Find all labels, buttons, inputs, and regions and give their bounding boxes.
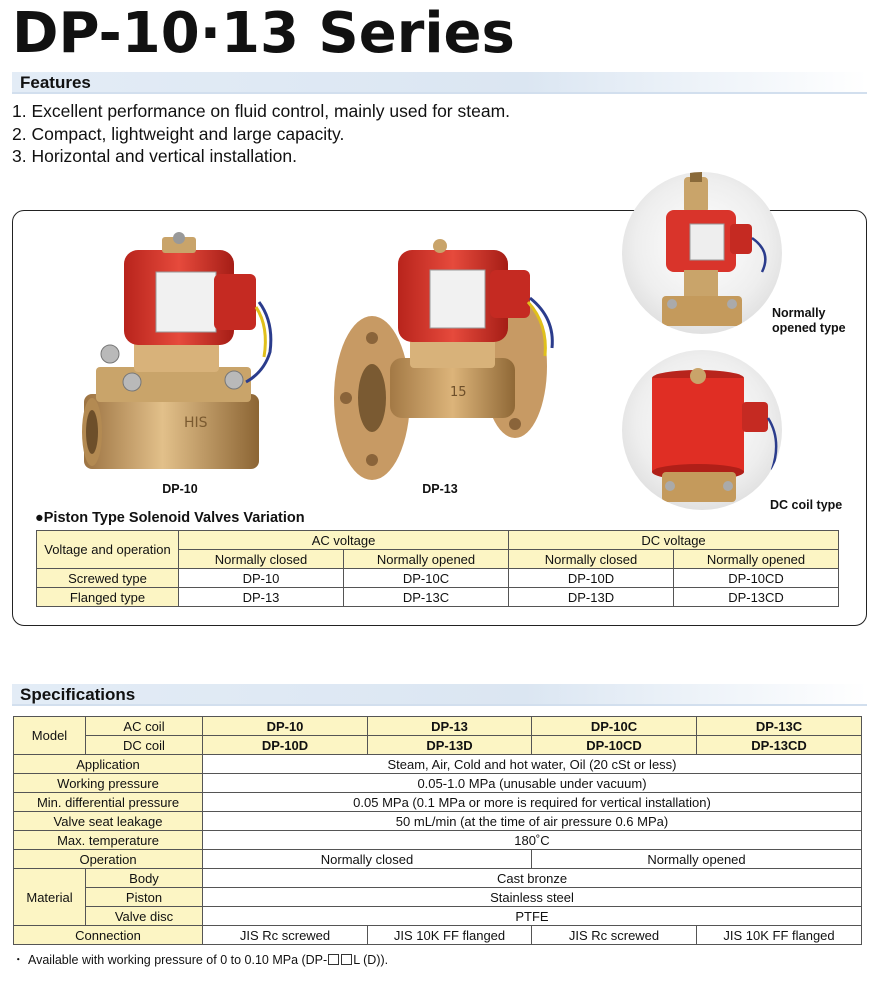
connection-label: Connection xyxy=(14,926,203,945)
operation-label: Operation xyxy=(14,850,203,869)
table-row xyxy=(14,831,862,850)
placeholder-box-icon xyxy=(341,954,352,965)
table-cell: DP-10D xyxy=(509,569,674,588)
dp10-caption: DP-10 xyxy=(162,482,198,496)
body-value: Cast bronze xyxy=(203,869,862,888)
row-label: Flanged type xyxy=(37,588,179,607)
table-row xyxy=(14,774,862,793)
table-cell: DP-10 xyxy=(179,569,344,588)
working-pressure-value: 0.05-1.0 MPa (unusable under vacuum) xyxy=(203,774,862,793)
normally-opened-caption xyxy=(772,306,862,336)
specifications-table xyxy=(13,716,862,945)
bullet-icon: ● xyxy=(35,510,44,526)
normally-opened-image xyxy=(622,172,782,334)
table-row xyxy=(14,926,862,945)
dc-nc-header: Normally closed xyxy=(509,550,674,569)
table-row xyxy=(14,869,862,888)
ac-model-cell: DP-13 xyxy=(368,717,532,736)
normally-opened-caption-line-2: opened type xyxy=(772,321,846,335)
feature-item: 3. Horizontal and vertical installation. xyxy=(12,146,298,166)
ac-voltage-header: AC voltage xyxy=(179,531,509,550)
working-pressure-label: Working pressure xyxy=(14,774,203,793)
table-row xyxy=(37,588,839,607)
specifications-heading: Specifications xyxy=(12,684,867,706)
min-diff-pressure-label: Min. differential pressure xyxy=(14,793,203,812)
model-label: Model xyxy=(14,717,86,755)
table-row xyxy=(14,755,862,774)
footnote-suffix: L (D)). xyxy=(353,953,389,967)
operation-no-value: Normally opened xyxy=(532,850,862,869)
ac-coil-label: AC coil xyxy=(86,717,203,736)
dc-voltage-header: DC voltage xyxy=(509,531,839,550)
dc-model-cell: DP-10CD xyxy=(532,736,697,755)
dc-coil-caption: DC coil type xyxy=(770,498,843,512)
ac-model-cell: DP-10C xyxy=(532,717,697,736)
table-cell: DP-13D xyxy=(509,588,674,607)
ac-model-cell: DP-13C xyxy=(697,717,862,736)
table-row xyxy=(14,812,862,831)
material-label: Material xyxy=(14,869,86,926)
variation-title-text: Piston Type Solenoid Valves Variation xyxy=(43,510,305,526)
table-row xyxy=(14,888,862,907)
dc-model-cell: DP-13D xyxy=(368,736,532,755)
table-row xyxy=(14,850,862,869)
max-temperature-label: Max. temperature xyxy=(14,831,203,850)
operation-nc-value: Normally closed xyxy=(203,850,532,869)
variation-title xyxy=(35,510,305,526)
normally-opened-valve-icon xyxy=(622,172,782,334)
feature-item: 1. Excellent performance on fluid control, mainly used for steam. xyxy=(12,101,511,121)
footnote-prefix: ・ Available with working pressure of 0 to 0.10 MPa (DP- xyxy=(12,953,328,967)
normally-opened-caption-line-1: Normally xyxy=(772,306,826,320)
dp13-nameplate: 15 xyxy=(450,385,467,400)
placeholder-box-icon xyxy=(328,954,339,965)
connection-value: JIS Rc screwed xyxy=(532,926,697,945)
dp13-valve-image xyxy=(330,238,560,483)
seat-leakage-label: Valve seat leakage xyxy=(14,812,203,831)
connection-value: JIS Rc screwed xyxy=(203,926,368,945)
dc-no-header: Normally opened xyxy=(674,550,839,569)
max-temperature-value: 180˚C xyxy=(203,831,862,850)
ac-model-cell: DP-10 xyxy=(203,717,368,736)
table-cell: DP-10CD xyxy=(674,569,839,588)
dc-model-cell: DP-10D xyxy=(203,736,368,755)
connection-value: JIS 10K FF flanged xyxy=(368,926,532,945)
ac-no-header: Normally opened xyxy=(344,550,509,569)
features-heading: Features xyxy=(12,72,867,94)
piston-label: Piston xyxy=(86,888,203,907)
variation-table xyxy=(36,530,839,607)
body-label: Body xyxy=(86,869,203,888)
feature-item: 2. Compact, lightweight and large capacity. xyxy=(12,123,345,144)
footnote xyxy=(12,950,388,968)
application-label: Application xyxy=(14,755,203,774)
dc-coil-valve-icon xyxy=(622,350,782,510)
dp10-valve-image xyxy=(74,232,274,477)
dc-coil-image xyxy=(622,350,782,510)
table-cell: DP-13C xyxy=(344,588,509,607)
seat-leakage-value: 50 mL/min (at the time of air pressure 0.6 MPa) xyxy=(203,812,862,831)
valve-disc-label: Valve disc xyxy=(86,907,203,926)
table-cell: DP-13CD xyxy=(674,588,839,607)
table-row xyxy=(37,569,839,588)
ac-nc-header: Normally closed xyxy=(179,550,344,569)
valve-disc-value: PTFE xyxy=(203,907,862,926)
variation-corner: Voltage and operation xyxy=(37,531,179,569)
table-cell: DP-13 xyxy=(179,588,344,607)
features-list xyxy=(12,100,510,168)
row-label: Screwed type xyxy=(37,569,179,588)
application-value: Steam, Air, Cold and hot water, Oil (20 cSt or less) xyxy=(203,755,862,774)
dc-model-cell: DP-13CD xyxy=(697,736,862,755)
page-title: DP-10·13 Series xyxy=(12,1,515,66)
dp13-caption: DP-13 xyxy=(422,482,458,496)
connection-value: JIS 10K FF flanged xyxy=(697,926,862,945)
dc-coil-label: DC coil xyxy=(86,736,203,755)
dp10-nameplate: HIS xyxy=(184,415,208,431)
min-diff-pressure-value: 0.05 MPa (0.1 MPa or more is required for vertical installation) xyxy=(203,793,862,812)
table-cell: DP-10C xyxy=(344,569,509,588)
table-row xyxy=(14,907,862,926)
table-row xyxy=(14,793,862,812)
piston-value: Stainless steel xyxy=(203,888,862,907)
